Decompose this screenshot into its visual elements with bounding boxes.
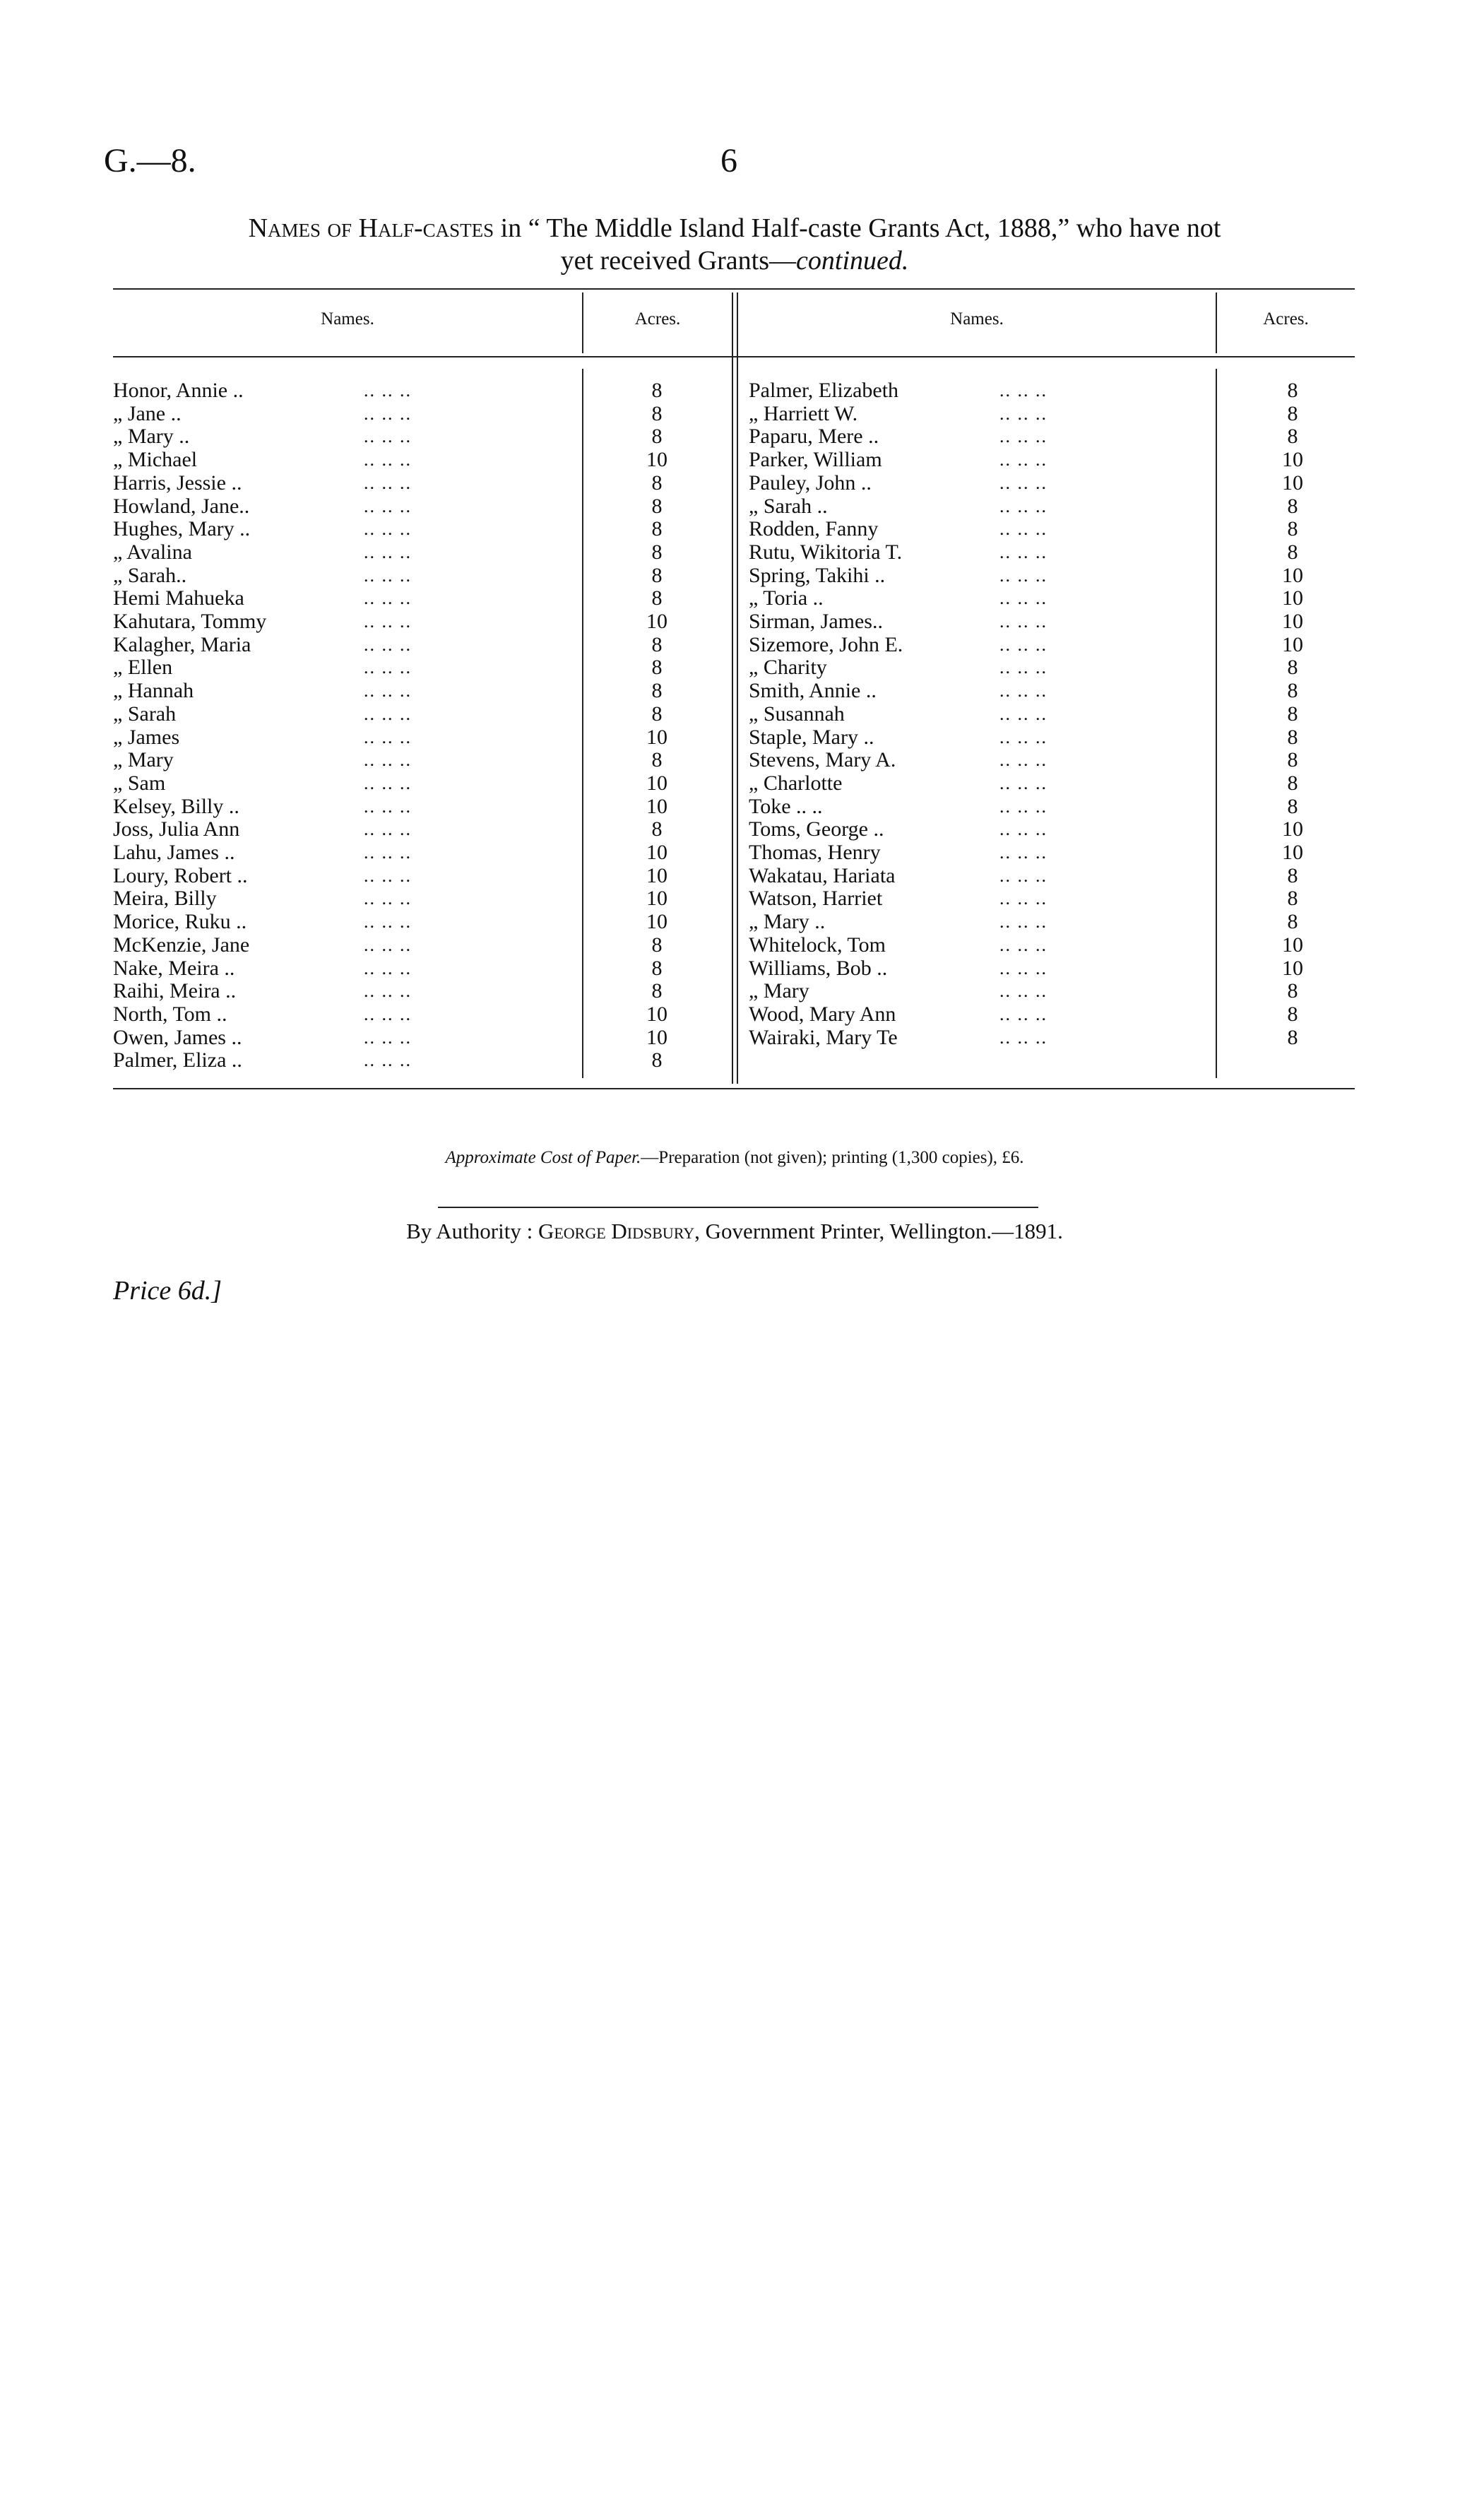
- entry-acres: 8: [1287, 725, 1298, 749]
- authority-suffix: , Government Printer, Wellington.—1891.: [694, 1219, 1063, 1243]
- column-header-acres-right: Acres.: [1263, 309, 1309, 329]
- entry-name: Sizemore, John E.: [749, 632, 903, 656]
- entry-acres: 8: [1287, 910, 1298, 934]
- entry-acres: 8: [651, 1048, 663, 1072]
- entry-acres: 8: [651, 956, 663, 980]
- leader-dots: .. .. ..: [999, 634, 1047, 655]
- entry-name: Toms, George ..: [749, 817, 884, 841]
- entry-acres: 8: [1287, 425, 1298, 449]
- entry-name: McKenzie, Jane: [113, 933, 250, 957]
- entry-name: „ Susannah: [749, 702, 845, 726]
- leader-dots: .. .. ..: [364, 680, 412, 702]
- entry-acres: 10: [1282, 817, 1303, 841]
- entry-acres: 8: [651, 679, 663, 703]
- page-number: 6: [720, 142, 737, 179]
- header-bottom-rule: [113, 356, 1355, 357]
- entry-acres: 10: [1282, 563, 1303, 587]
- entry-acres: 8: [651, 379, 663, 402]
- entry-acres: 10: [646, 841, 667, 864]
- entry-acres: 8: [1287, 517, 1298, 541]
- entry-name: „ Avalina: [113, 540, 192, 564]
- entry-name: Kahutara, Tommy: [113, 610, 267, 633]
- leader-dots: .. .. ..: [999, 449, 1047, 471]
- table-row: [113, 656, 1355, 679]
- entry-name: Hemi Mahueka: [113, 586, 244, 610]
- table-row: [113, 887, 1355, 910]
- entry-name: Wood, Mary Ann: [749, 1002, 896, 1026]
- document-reference: G.—8.: [104, 142, 196, 179]
- entry-name: „ Mary: [749, 979, 809, 1003]
- entry-acres: 10: [646, 887, 667, 911]
- entry-acres: 8: [1287, 540, 1298, 564]
- leader-dots: .. .. ..: [364, 795, 412, 817]
- leader-dots: .. .. ..: [999, 519, 1047, 540]
- table-row: [113, 841, 1355, 864]
- entry-name: „ Jane ..: [113, 401, 182, 425]
- leader-dots: .. .. ..: [999, 403, 1047, 424]
- entry-name: Sirman, James..: [749, 610, 883, 633]
- leader-dots: .. .. ..: [364, 703, 412, 724]
- leader-dots: .. .. ..: [364, 403, 412, 424]
- entry-acres: 8: [1287, 748, 1298, 772]
- entry-name: „ Sarah: [113, 702, 177, 726]
- entry-acres: 8: [651, 702, 663, 726]
- entry-name: „ Charlotte: [749, 771, 843, 795]
- leader-dots: .. .. ..: [364, 657, 412, 678]
- price: Price 6d.]: [113, 1276, 222, 1306]
- entry-name: Toke .. ..: [749, 794, 823, 818]
- entry-acres: 10: [1282, 956, 1303, 980]
- leader-dots: .. .. ..: [999, 703, 1047, 724]
- leader-dots: .. .. ..: [999, 888, 1047, 909]
- entry-name: „ Sam: [113, 771, 166, 795]
- table-row: [113, 817, 1355, 841]
- entry-acres: 8: [651, 563, 663, 587]
- entry-name: Rutu, Wikitoria T.: [749, 540, 903, 564]
- leader-dots: .. .. ..: [999, 588, 1047, 609]
- entry-acres: 8: [651, 632, 663, 656]
- entry-name: Nake, Meira ..: [113, 956, 235, 980]
- entry-name: Raihi, Meira ..: [113, 979, 237, 1003]
- entry-name: Paparu, Mere ..: [749, 425, 879, 449]
- entry-acres: 10: [646, 610, 667, 633]
- entry-name: Morice, Ruku ..: [113, 910, 247, 934]
- leader-dots: .. .. ..: [999, 611, 1047, 632]
- leader-dots: .. .. ..: [364, 819, 412, 840]
- leader-dots: .. .. ..: [999, 795, 1047, 817]
- leader-dots: .. .. ..: [364, 842, 412, 863]
- leader-dots: .. .. ..: [999, 1003, 1047, 1024]
- entry-acres: 8: [1287, 1025, 1298, 1049]
- leader-dots: .. .. ..: [999, 1027, 1047, 1048]
- entry-name: Palmer, Eliza ..: [113, 1048, 242, 1072]
- entry-acres: 8: [1287, 1002, 1298, 1026]
- leader-dots: .. .. ..: [999, 564, 1047, 586]
- table-row: [113, 771, 1355, 795]
- entry-acres: 8: [1287, 702, 1298, 726]
- table-row: [113, 1048, 1355, 1072]
- table-row: [113, 748, 1355, 771]
- entry-name: Wakatau, Hariata: [749, 863, 896, 887]
- entry-name: Joss, Julia Ann: [113, 817, 240, 841]
- entry-acres: 8: [651, 817, 663, 841]
- authority-prefix: By Authority :: [406, 1219, 538, 1243]
- entry-name: Loury, Robert ..: [113, 863, 248, 887]
- table-row: [113, 540, 1355, 564]
- cost-of-paper-note: [124, 1148, 1346, 1168]
- leader-dots: .. .. ..: [364, 472, 412, 493]
- table-title: [124, 212, 1346, 277]
- entry-name: Hughes, Mary ..: [113, 517, 251, 541]
- leader-dots: .. .. ..: [364, 726, 412, 747]
- leader-dots: .. .. ..: [364, 611, 412, 632]
- cost-text: —Preparation (not given); printing (1,300 copies), £6.: [641, 1148, 1024, 1167]
- entry-name: „ Mary: [113, 748, 174, 772]
- entry-name: Lahu, James ..: [113, 841, 235, 864]
- leader-dots: .. .. ..: [999, 911, 1047, 933]
- leader-dots: .. .. ..: [364, 750, 412, 771]
- entry-name: Spring, Takihi ..: [749, 563, 886, 587]
- leader-dots: .. .. ..: [364, 495, 412, 516]
- entry-acres: 8: [651, 979, 663, 1003]
- printer-authority: [124, 1219, 1346, 1244]
- entry-acres: 8: [1287, 494, 1298, 518]
- column-header-names-left: Names.: [321, 309, 374, 329]
- leader-dots: .. .. ..: [999, 981, 1047, 1002]
- leader-dots: .. .. ..: [999, 495, 1047, 516]
- entry-name: „ Sarah..: [113, 563, 187, 587]
- leader-dots: .. .. ..: [364, 772, 412, 793]
- entry-acres: 8: [651, 540, 663, 564]
- table-row: [113, 1002, 1355, 1026]
- leader-dots: .. .. ..: [999, 842, 1047, 863]
- printer-name: George Didsbury: [538, 1219, 695, 1243]
- entry-acres: 8: [1287, 863, 1298, 887]
- leader-dots: .. .. ..: [364, 865, 412, 886]
- entry-name: Watson, Harriet: [749, 887, 883, 911]
- entry-name: Staple, Mary ..: [749, 725, 874, 749]
- title-part-3: yet received Grants—: [560, 246, 797, 276]
- entry-acres: 10: [1282, 933, 1303, 957]
- leader-dots: .. .. ..: [999, 819, 1047, 840]
- entry-acres: 10: [646, 725, 667, 749]
- entry-name: „ Charity: [749, 656, 827, 680]
- leader-dots: .. .. ..: [999, 680, 1047, 702]
- entry-name: „ Sarah ..: [749, 494, 828, 518]
- leader-dots: .. .. ..: [364, 449, 412, 471]
- table-row: [113, 517, 1355, 540]
- entry-acres: 8: [651, 401, 663, 425]
- entry-acres: 10: [646, 910, 667, 934]
- entry-name: Meira, Billy: [113, 887, 217, 911]
- leader-dots: .. .. ..: [999, 726, 1047, 747]
- table-row: [113, 448, 1355, 471]
- leader-dots: .. .. ..: [364, 1050, 412, 1071]
- leader-dots: .. .. ..: [364, 911, 412, 933]
- entry-acres: 10: [646, 771, 667, 795]
- table-row: [113, 957, 1355, 980]
- table-row: [113, 402, 1355, 425]
- leader-dots: .. .. ..: [364, 981, 412, 1002]
- leader-dots: .. .. ..: [999, 657, 1047, 678]
- leader-dots: .. .. ..: [364, 634, 412, 655]
- title-part-2: in “ The Middle Island Half-caste Grants Act, 1888,” who have not: [494, 213, 1221, 243]
- entry-acres: 10: [646, 1025, 667, 1049]
- entry-acres: 8: [651, 748, 663, 772]
- entry-name: Stevens, Mary A.: [749, 748, 896, 772]
- entry-name: „ Mary ..: [749, 910, 826, 934]
- entry-acres: 10: [1282, 632, 1303, 656]
- leader-dots: .. .. ..: [364, 380, 412, 401]
- entry-acres: 8: [1287, 887, 1298, 911]
- title-part-4: continued.: [796, 246, 909, 276]
- leader-dots: .. .. ..: [999, 426, 1047, 447]
- entry-acres: 10: [1282, 471, 1303, 495]
- entry-acres: 8: [1287, 794, 1298, 818]
- table-row: [113, 610, 1355, 633]
- table-row: [113, 679, 1355, 702]
- leader-dots: .. .. ..: [999, 380, 1047, 401]
- leader-dots: .. .. ..: [364, 1003, 412, 1024]
- entry-name: Wairaki, Mary Te: [749, 1025, 898, 1049]
- column-header-acres-left: Acres.: [634, 309, 681, 329]
- entry-acres: 8: [651, 494, 663, 518]
- table-row: [113, 1026, 1355, 1049]
- table-row: [113, 933, 1355, 957]
- entry-name: Parker, William: [749, 448, 882, 472]
- entry-name: Williams, Bob ..: [749, 956, 888, 980]
- leader-dots: .. .. ..: [364, 541, 412, 562]
- table-row: [113, 910, 1355, 933]
- entry-acres: 8: [1287, 679, 1298, 703]
- leader-dots: .. .. ..: [999, 934, 1047, 955]
- entry-name: „ Hannah: [113, 679, 194, 703]
- entry-acres: 8: [1287, 379, 1298, 402]
- entry-acres: 8: [1287, 979, 1298, 1003]
- table-row: [113, 702, 1355, 726]
- entry-name: Whitelock, Tom: [749, 933, 886, 957]
- entry-name: Smith, Annie ..: [749, 679, 877, 703]
- leader-dots: .. .. ..: [364, 426, 412, 447]
- leader-dots: .. .. ..: [999, 865, 1047, 886]
- leader-dots: .. .. ..: [364, 957, 412, 978]
- entry-acres: 10: [646, 448, 667, 472]
- entry-acres: 8: [651, 656, 663, 680]
- entry-acres: 8: [651, 425, 663, 449]
- entry-name: „ Harriett W.: [749, 401, 858, 425]
- entry-name: Owen, James ..: [113, 1025, 242, 1049]
- table-row: [113, 425, 1355, 448]
- table-row: [113, 795, 1355, 818]
- entry-name: „ Michael: [113, 448, 198, 472]
- entry-acres: 10: [646, 1002, 667, 1026]
- footer-rule: [438, 1207, 1038, 1208]
- leader-dots: .. .. ..: [999, 957, 1047, 978]
- leader-dots: .. .. ..: [364, 564, 412, 586]
- entry-acres: 8: [651, 471, 663, 495]
- table-row: [113, 471, 1355, 495]
- entry-acres: 8: [1287, 771, 1298, 795]
- entry-acres: 10: [1282, 448, 1303, 472]
- entry-name: „ Toria ..: [749, 586, 824, 610]
- entry-name: Palmer, Elizabeth: [749, 379, 899, 402]
- leader-dots: .. .. ..: [364, 888, 412, 909]
- leader-dots: .. .. ..: [999, 750, 1047, 771]
- cost-label: Approximate Cost of Paper.: [445, 1148, 641, 1167]
- entry-acres: 10: [1282, 841, 1303, 864]
- entry-name: Howland, Jane..: [113, 494, 250, 518]
- title-part-1: Names of Half-castes: [248, 213, 494, 243]
- leader-dots: .. .. ..: [364, 1027, 412, 1048]
- entry-name: Honor, Annie ..: [113, 379, 244, 402]
- entry-name: Harris, Jessie ..: [113, 471, 242, 495]
- entry-name: North, Tom ..: [113, 1002, 227, 1026]
- leader-dots: .. .. ..: [364, 519, 412, 540]
- leader-dots: .. .. ..: [364, 934, 412, 955]
- entry-name: „ Ellen: [113, 656, 173, 680]
- entry-acres: 8: [651, 586, 663, 610]
- table-row: [113, 979, 1355, 1002]
- table-top-rule: [113, 288, 1355, 290]
- leader-dots: .. .. ..: [999, 772, 1047, 793]
- table-row: [113, 586, 1355, 610]
- entry-name: Kelsey, Billy ..: [113, 794, 239, 818]
- entry-name: Kalagher, Maria: [113, 632, 251, 656]
- entry-name: „ James: [113, 725, 180, 749]
- table-row: [113, 864, 1355, 887]
- leader-dots: .. .. ..: [999, 472, 1047, 493]
- entry-name: „ Mary ..: [113, 425, 190, 449]
- table-row: [113, 564, 1355, 587]
- table-row: [113, 379, 1355, 402]
- entry-acres: 8: [651, 517, 663, 541]
- entry-acres: 8: [1287, 656, 1298, 680]
- entry-name: Rodden, Fanny: [749, 517, 879, 541]
- column-header-names-right: Names.: [950, 309, 1004, 329]
- entry-acres: 10: [646, 863, 667, 887]
- entry-acres: 10: [646, 794, 667, 818]
- entry-acres: 10: [1282, 586, 1303, 610]
- entry-acres: 8: [1287, 401, 1298, 425]
- table-bottom-rule: [113, 1088, 1355, 1089]
- entry-name: Pauley, John ..: [749, 471, 872, 495]
- table-row: [113, 726, 1355, 749]
- entry-name: Thomas, Henry: [749, 841, 881, 864]
- table-row: [113, 495, 1355, 518]
- leader-dots: .. .. ..: [364, 588, 412, 609]
- table-row: [113, 633, 1355, 656]
- entry-acres: 10: [1282, 610, 1303, 633]
- entry-acres: 8: [651, 933, 663, 957]
- leader-dots: .. .. ..: [999, 541, 1047, 562]
